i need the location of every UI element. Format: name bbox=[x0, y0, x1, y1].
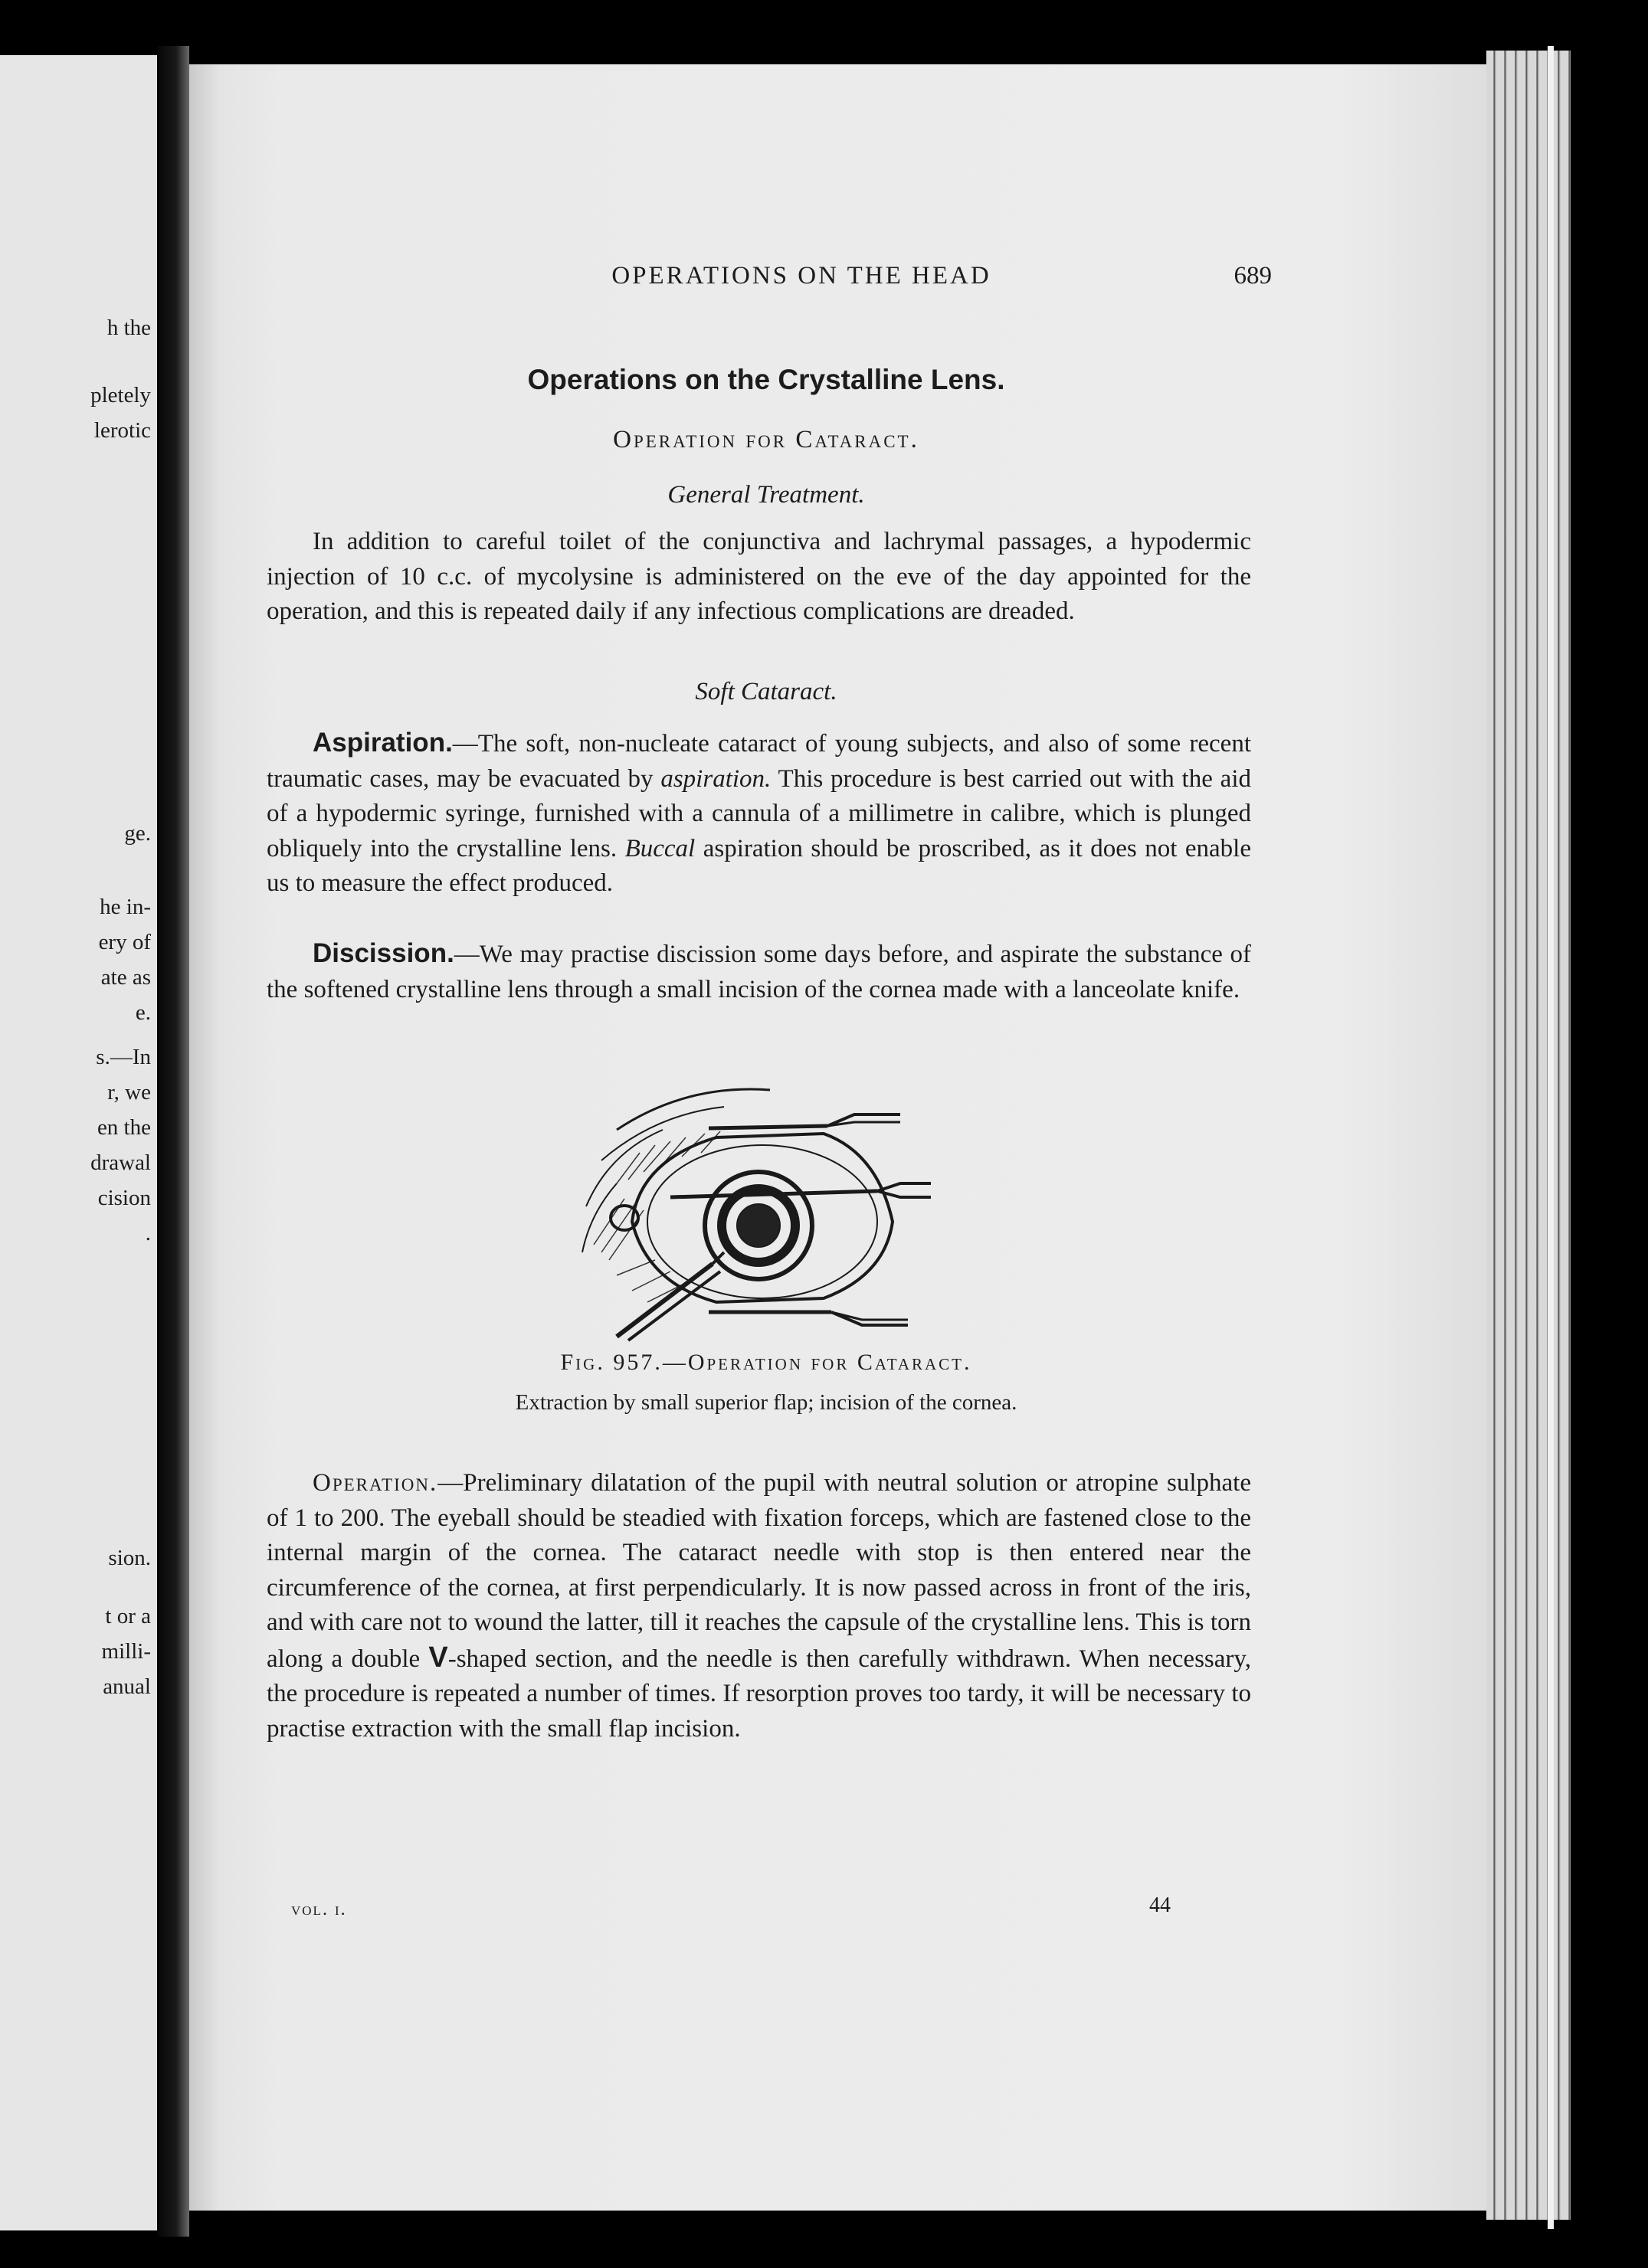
left-page-fragment: milli- bbox=[101, 1639, 151, 1664]
left-page-fragment: ate as bbox=[100, 965, 151, 990]
left-page-fragment: t or a bbox=[105, 1604, 151, 1628]
left-page-fragment: en the bbox=[97, 1115, 151, 1140]
general-treatment-title: General Treatment. bbox=[667, 481, 865, 509]
left-page-fragment: sion. bbox=[108, 1546, 151, 1570]
general-treatment-paragraph bbox=[267, 525, 1251, 630]
operation-text-2: -shaped section, and the needle is then carefully withdrawn. When necessary, the procedure is repeated a number of times. If resorption proves too tardy, it will be necessary to practise extraction with the small flap incision. bbox=[267, 1645, 1251, 1743]
left-page-fragment: pletely bbox=[90, 383, 151, 407]
left-page-fragment: r, we bbox=[107, 1080, 151, 1105]
operation-label: Operation. bbox=[313, 1469, 438, 1497]
book-gutter bbox=[157, 46, 189, 2237]
aspiration-italic-2: Buccal bbox=[624, 834, 696, 862]
aspiration-label: Aspiration. bbox=[313, 728, 453, 758]
left-page-fragment: ery of bbox=[98, 930, 151, 954]
discission-label: Discission. bbox=[313, 938, 454, 968]
footer-signature: 44 bbox=[1149, 1893, 1171, 1917]
soft-cataract-title: Soft Cataract. bbox=[695, 678, 837, 705]
left-page bbox=[0, 55, 157, 2230]
left-page-fragment: lerotic bbox=[93, 418, 151, 443]
aspiration-text-1: —The soft, non-nucleate cataract of young subjects, and also of some recent traumatic cases, may be evacuated by bbox=[267, 730, 1251, 793]
figure-caption-prefix: Fig. 957.— bbox=[560, 1350, 688, 1375]
left-page-fragment: cision bbox=[97, 1186, 151, 1210]
background-edge bbox=[1571, 54, 1648, 2221]
discission-paragraph bbox=[267, 936, 1251, 1007]
general-treatment-text: In addition to careful toilet of the conjunctiva and lachrymal passages, a hypodermic injection of 10 c.c. of mycolysine is administered on the eve of the day appointed for the operation, and this is repeated daily if any infectious complications are dreaded. bbox=[267, 528, 1251, 625]
operation-v-letter: V bbox=[428, 1641, 448, 1674]
page-number: 689 bbox=[1234, 262, 1272, 290]
figure-caption bbox=[268, 1350, 1264, 1376]
left-page-fragment: s.—In bbox=[96, 1045, 151, 1069]
left-page-fragment: ge. bbox=[124, 821, 151, 846]
left-page-fragment: . bbox=[145, 1221, 151, 1245]
figure-subcaption: Extraction by small superior flap; incision of the cornea. bbox=[515, 1390, 1017, 1415]
operation-text-1: —Preliminary dilatation of the pupil with neutral solution or atropine sulphate of 1 to 200. The eyeball should be steadied with fixation forceps, which are fastened close to the internal margin of the cornea. The cataract needle with stop is then entered near the circumference of the cornea, at first perpendicularly. It is now passed across in front of the iris, and with care not to wound the latter, till it reaches the capsule of the crystalline lens. This is torn along a double bbox=[267, 1469, 1251, 1673]
subheading: Operation for Cataract. bbox=[613, 426, 919, 453]
operation-paragraph bbox=[267, 1466, 1251, 1746]
figure-caption-title: Operation for Cataract. bbox=[687, 1350, 972, 1375]
aspiration-text-2: This procedure is best carried out with the aid of a hypodermic syringe, furnished with a cannula of a millimetre in calibre, which is plunged obliquely into the crystalline lens. bbox=[267, 764, 1251, 862]
aspiration-paragraph bbox=[267, 725, 1251, 902]
eye-illustration bbox=[571, 1069, 973, 1344]
running-head: OPERATIONS ON THE HEAD bbox=[611, 262, 991, 290]
left-page-fragment: he in- bbox=[100, 895, 151, 919]
section-heading: Operations on the Crystalline Lens. bbox=[527, 364, 1005, 395]
left-page-fragment: e. bbox=[135, 1000, 151, 1025]
page-edge-highlight bbox=[1548, 46, 1554, 2229]
footer-volume: vol. i. bbox=[291, 1900, 347, 1919]
left-page-fragment: h the bbox=[106, 316, 151, 340]
aspiration-italic-1: aspiration. bbox=[660, 764, 772, 793]
aspiration-text-3: aspiration should be proscribed, as it does not enable us to measure the effect produced. bbox=[267, 834, 1251, 897]
left-page-fragment: drawal bbox=[90, 1150, 151, 1175]
page-edges bbox=[1486, 51, 1571, 2220]
left-page-fragment: anual bbox=[103, 1674, 151, 1699]
discission-text: —We may practise discission some days before, and aspirate the substance of the softened crystalline lens through a small incision of the cornea made with a lanceolate knife. bbox=[267, 941, 1251, 1003]
figure-957-cataract-illustration bbox=[571, 1069, 973, 1344]
